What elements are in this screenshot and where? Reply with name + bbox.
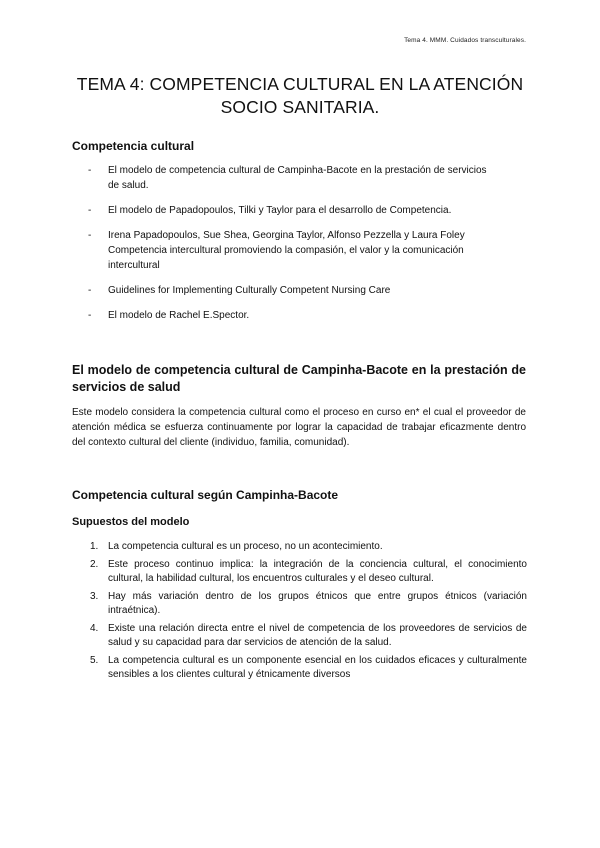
list-item [72,558,527,587]
list-item-text: Existe una relación directa entre el nivel de competencia de los proveedores de servicios de salud y su capacidad para dar servicios de atención de la salud. [108,622,527,648]
list-item-text: Hay más variación dentro de los grupos étnicos que entre grupos étnicos (variación intraétnica). [108,590,527,616]
list-item-text: La competencia cultural es un proceso, no un acontecimiento. [108,541,383,552]
subheading-supuestos: Supuestos del modelo [72,516,190,528]
list-item [72,590,527,619]
list-item-text: Irena Papadopoulos, Sue Shea, Georgina Taylor, Alfonso Pezzella y Laura Foley Competencia intercultural promoviendo la compasión, el valor y la comunicación intercultural [108,230,465,271]
list-item [72,203,492,218]
dash-bullet: - [88,230,92,241]
list-item-text: El modelo de competencia cultural de Campinha-Bacote en la prestación de servicios de salud. [108,165,487,191]
section-paragraph: Este modelo considera la competencia cultural como el proceso en curso en* el cual el proveedor de atención médica se esfuerza continuamente por lograr la capacidad de trabajar eficazmente dentro del contexto cultural del cliente (individuo, familia, comunidad). [72,407,526,448]
list-number: 2. [90,558,99,570]
models-list [72,163,492,333]
list-number: 4. [90,622,99,634]
section-heading-campinha-competence: Competencia cultural según Campinha-Bacote [72,488,339,502]
list-item [72,163,492,193]
dash-bullet: - [88,310,92,321]
running-header: Tema 4. MMM. Cuidados transculturales. [404,37,526,44]
list-number: 5. [90,654,99,666]
dash-bullet: - [88,205,92,216]
section-heading-campinha-model: El modelo de competencia cultural de Campinha-Bacote en la prestación de servicios de salud [72,363,526,394]
list-number: 3. [90,590,99,602]
dash-bullet: - [88,285,92,296]
list-number: 1. [90,541,99,552]
list-item-text: El modelo de Papadopoulos, Tilki y Taylor para el desarrollo de Competencia. [108,205,452,216]
list-item [72,622,527,651]
list-item [72,540,527,555]
list-item [72,283,492,298]
section-heading-competencia: Competencia cultural [72,139,195,153]
dash-bullet: - [88,165,92,176]
list-item-text: Guidelines for Implementing Culturally Competent Nursing Care [108,285,391,296]
list-item-text: Este proceso continuo implica: la integración de la conciencia cultural, el conocimiento cultural, la habilidad cultural, los encuentros culturales y el deseo cultural. [108,558,527,584]
page-title: TEMA 4: COMPETENCIA CULTURAL EN LA ATENCIÓN SOCIO SANITARIA. [76,74,524,117]
assumptions-list [72,540,527,686]
list-item [72,228,492,273]
list-item [72,654,527,683]
list-item-text: La competencia cultural es un componente esencial en los cuidados eficaces y culturalmente sensibles a los clientes cultural y étnicamente diversos [108,654,527,680]
list-item-text: El modelo de Rachel E.Spector. [108,310,250,321]
list-item [72,308,492,323]
